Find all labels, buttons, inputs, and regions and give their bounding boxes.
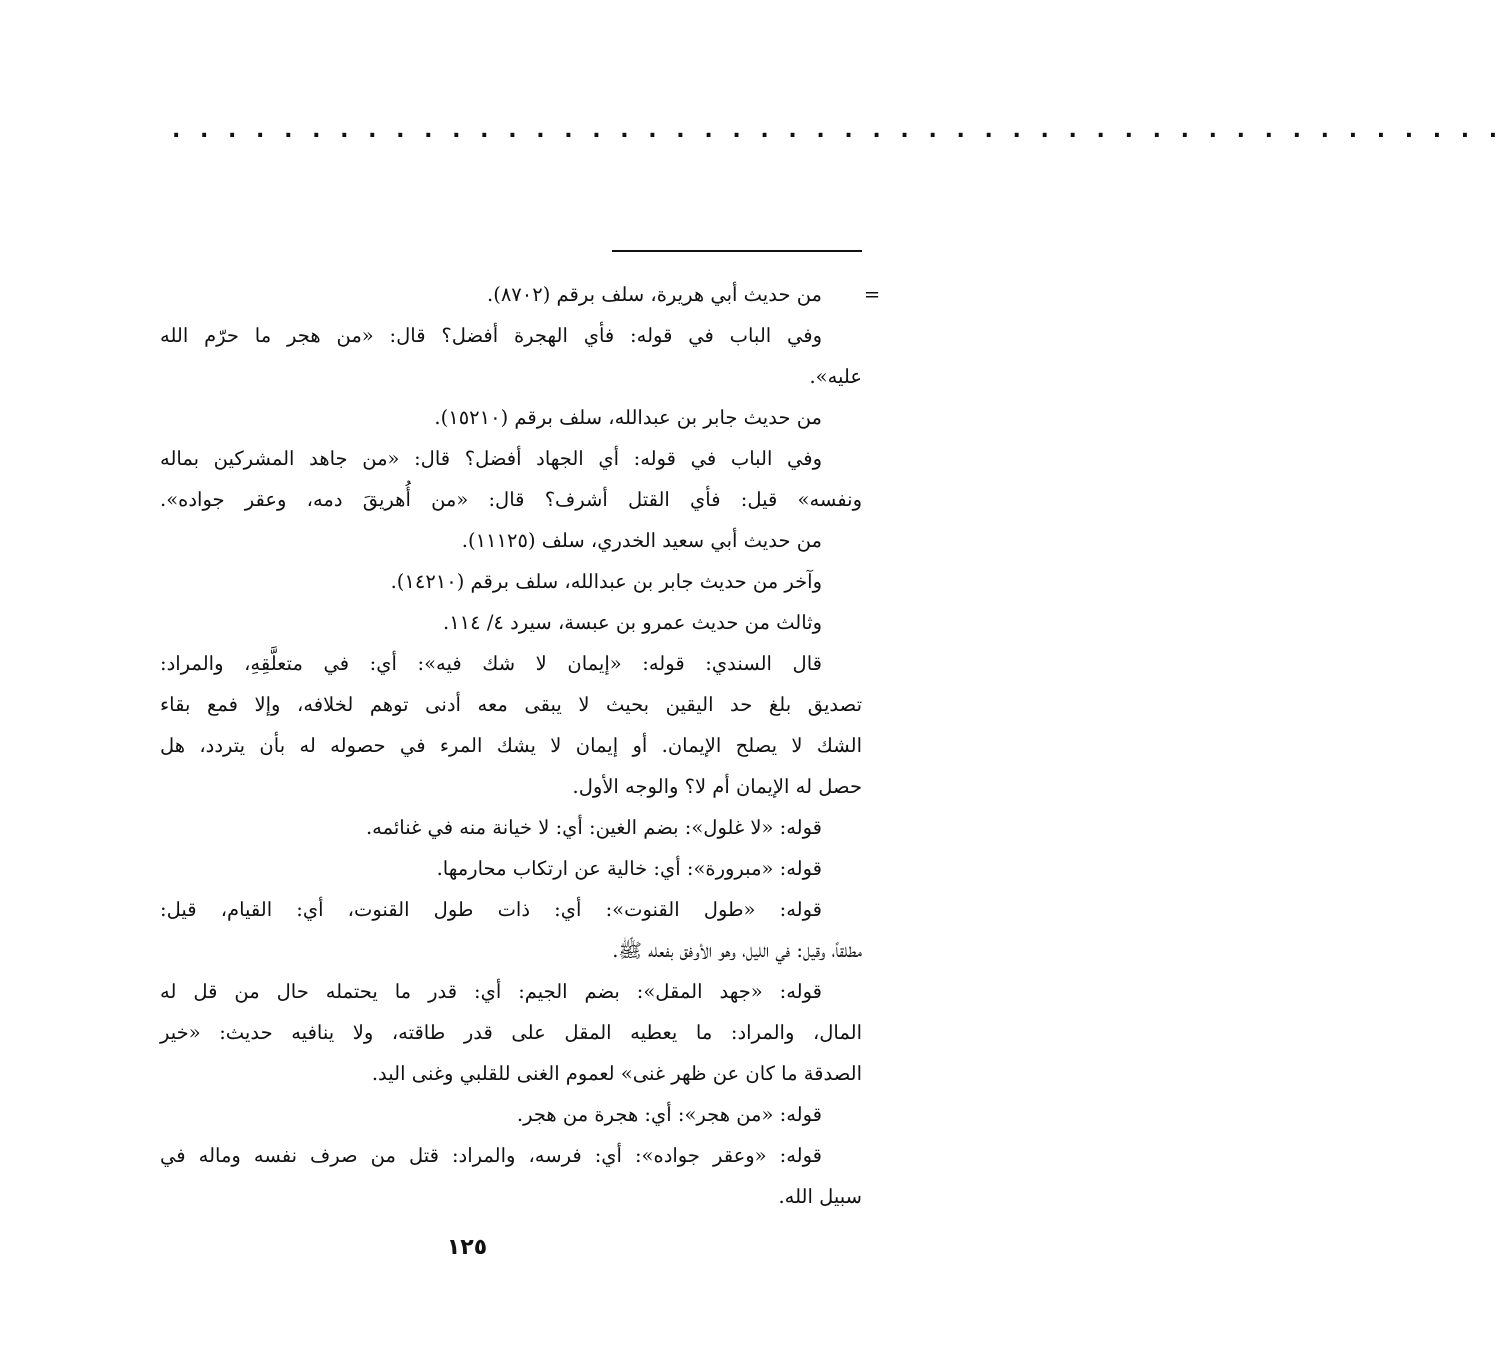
text-line: قوله: «مبرورة»: أي: خالية عن ارتكاب محارمها. xyxy=(436,857,822,880)
text-line: الصدقة ما كان عن ظهر غنى» لعموم الغنى للقلبي وغنى اليد. xyxy=(371,1062,862,1085)
text-line: وفي الباب في قوله: أي الجهاد أفضل؟ قال: «من جاهد المشركين بماله xyxy=(160,447,822,470)
text-line: قوله: «من هجر»: أي: هجرة من هجر. xyxy=(516,1103,822,1126)
text-line: قوله: «طول القنوت»: أي: ذات طول القنوت، أي: القيام، قيل: xyxy=(160,898,822,921)
text-line: سبيل الله. xyxy=(778,1185,862,1208)
text-line: عليه». xyxy=(809,365,862,388)
text-line: من حديث أبي سعيد الخدري، سلف (١١١٢٥). xyxy=(461,529,822,552)
text-line: تصديق بلغ حد اليقين بحيث لا يبقى معه أدنى توهم لخلافه، وإلا فمع بقاء xyxy=(160,693,862,716)
continuation-mark: = xyxy=(863,283,881,306)
text-line: حصل له الإيمان أم لا؟ والوجه الأول. xyxy=(572,775,862,798)
page-number: ١٢٥ xyxy=(446,1235,488,1260)
footnote-body xyxy=(160,274,862,1217)
text-line: وفي الباب في قوله: فأي الهجرة أفضل؟ قال: «من هجر ما حرّم الله xyxy=(160,324,822,347)
text-line: قوله: «جهد المقل»: بضم الجيم: أي: قدر ما يحتمله حال من قل له xyxy=(160,980,822,1003)
text-line: ونفسه» قيل: فأي القتل أشرف؟ قال: «من أُهريقَ دمه، وعقر جواده». xyxy=(160,488,862,511)
text-line: مطلقاً، وقيل: في الليل، وهو الأوفق بفعله ﷺ. xyxy=(612,939,862,962)
text-line: قوله: «وعقر جواده»: أي: فرسه، والمراد: قتل من صرف نفسه وماله في xyxy=(160,1144,822,1167)
text-line: الشك لا يصلح الإيمان. أو إيمان لا يشك المرء في حصوله له بأن يتردد، هل xyxy=(160,734,862,757)
text-line: وثالث من حديث عمرو بن عبسة، سيرد ٤/ ١١٤. xyxy=(443,611,822,634)
text-line: من حديث جابر بن عبدالله، سلف برقم (١٥٢١٠). xyxy=(434,406,822,429)
header-dots: . . . . . . . . . . . . . . . . . . . . . . . . . . . . . . . . . . . . . . . . . . . . . . . . xyxy=(172,118,1503,143)
text-line: من حديث أبي هريرة، سلف برقم (٨٧٠٢). xyxy=(487,283,822,306)
footnote-rule xyxy=(612,250,862,252)
text-line: وآخر من حديث جابر بن عبدالله، سلف برقم (١٤٢١٠). xyxy=(390,570,822,593)
text-line: المال، والمراد: ما يعطيه المقل على قدر طاقته، ولا ينافيه حديث: «خير xyxy=(160,1021,862,1044)
text-line: قال السندي: قوله: «إيمان لا شك فيه»: أي: في متعلَّقِهِ، والمراد: xyxy=(160,652,822,675)
text-line: قوله: «لا غلول»: بضم الغين: أي: لا خيانة منه في غنائمه. xyxy=(365,816,822,839)
